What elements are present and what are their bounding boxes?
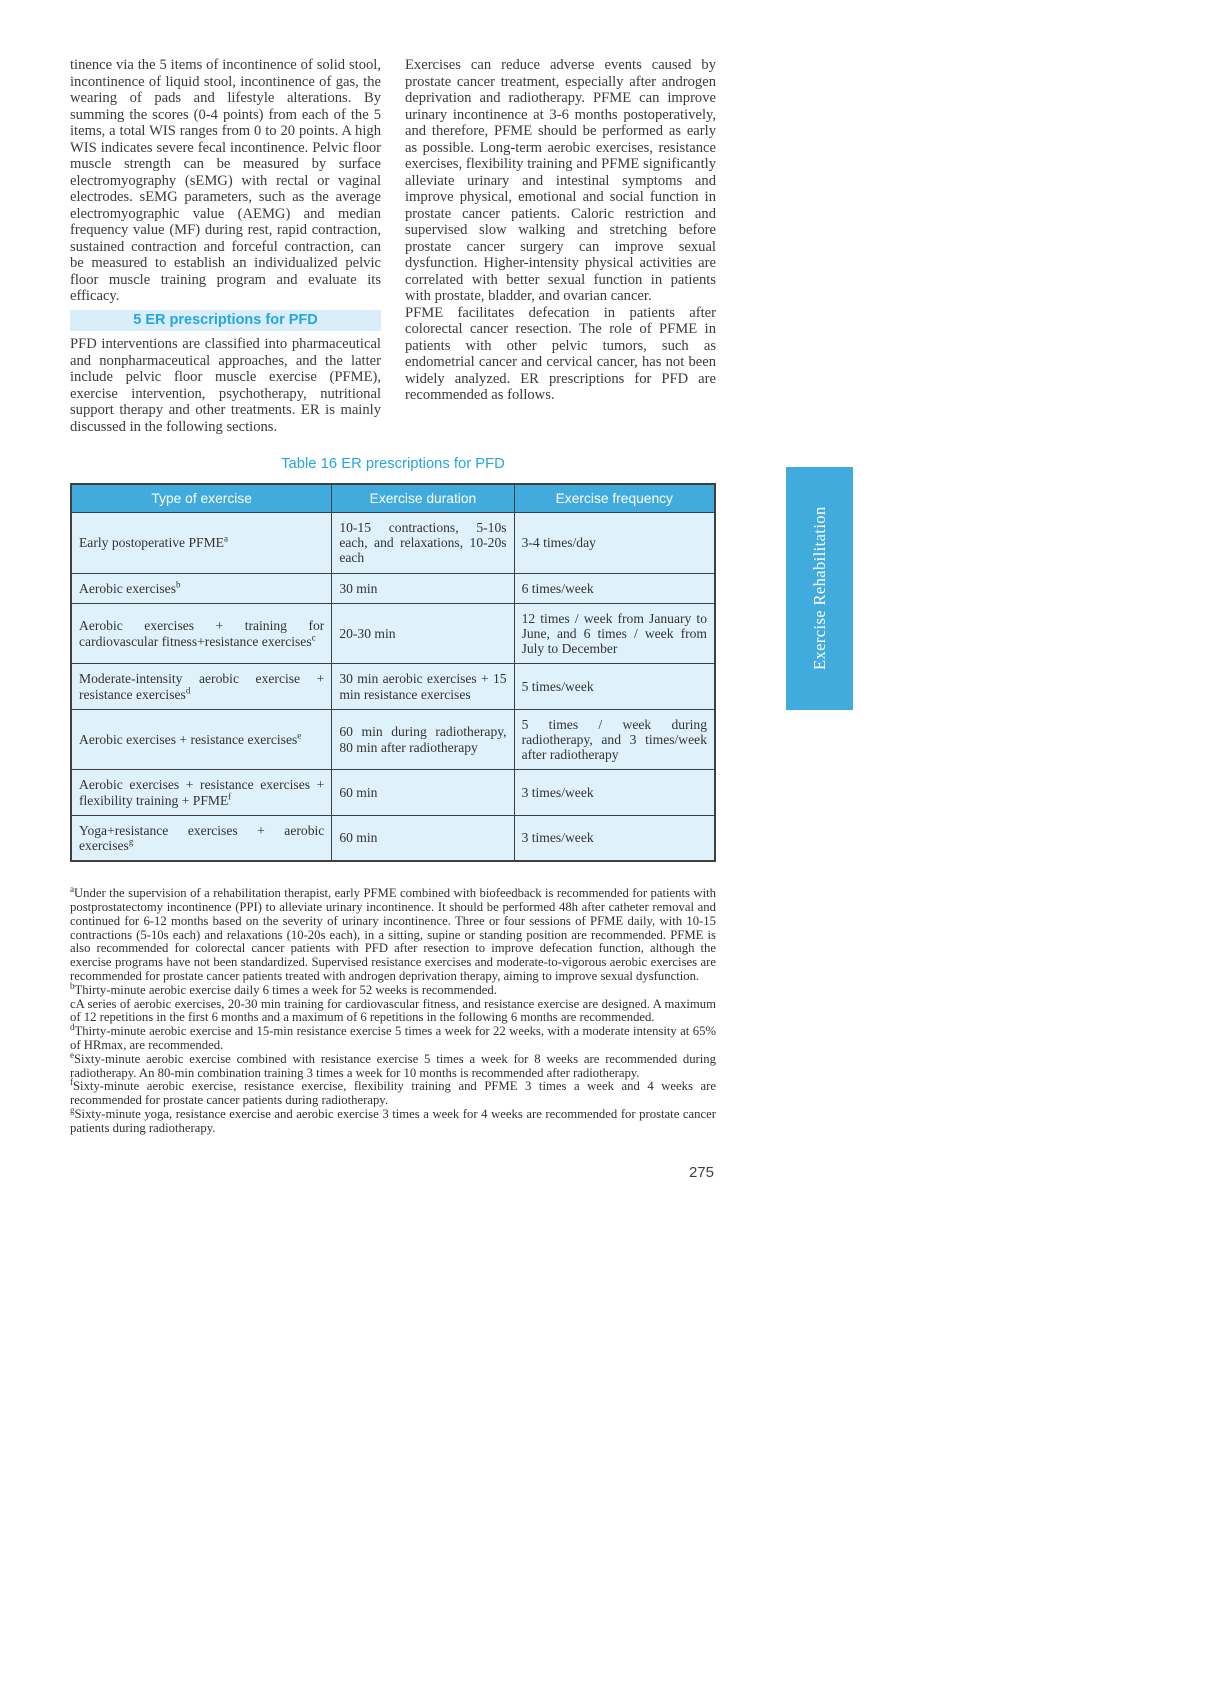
column-header-type: Type of exercise <box>71 484 332 513</box>
cell-exercise-duration: 10-15 contractions, 5-10s each, and relaxations, 10-20s each <box>332 513 514 574</box>
table-row <box>71 709 715 770</box>
page-content <box>70 57 716 1181</box>
table-caption: Table 16 ER prescriptions for PFD <box>281 456 505 472</box>
table-row <box>71 603 715 664</box>
cell-exercise-frequency: 3 times/week <box>514 815 715 861</box>
cell-exercise-frequency: 5 times / week during radiotherapy, and 3 times/week after radiotherapy <box>514 709 715 770</box>
table-header-row <box>71 484 715 513</box>
cell-type-of-exercise: Aerobic exercises + resistance exercises + flexibility training + $PFME^f$ <box>71 770 332 815</box>
footnote-d: $^d$Thirty-minute aerobic exercise and 15-min resistance exercise 5 times a week for 22 weeks, with a moderate intensity at 65% of HRmax, are recommended. <box>70 1021 716 1053</box>
table-row <box>71 770 715 815</box>
cell-exercise-frequency: 3-4 times/day <box>514 513 715 574</box>
cell-type-of-exercise: Moderate-intensity aerobic exercise + resistance exercises$^d$ <box>71 664 332 709</box>
cell-exercise-frequency: 12 times / week from January to June, and 6 times / week from July to December <box>514 603 715 664</box>
table-body <box>71 513 715 862</box>
body-paragraph: PFME facilitates defecation in patients after colorectal cancer resection. The role of PFME in patients with other pelvic tumors, such as endometrial cancer and cervical cancer, has not been widely analyzed. ER prescriptions for PFD are recommended as follows. <box>405 304 716 403</box>
cell-exercise-frequency: 3 times/week <box>514 770 715 815</box>
er-prescriptions-table <box>70 483 716 862</box>
chapter-tab <box>786 467 853 710</box>
body-paragraph: PFD interventions are classified into pharmaceutical and nonpharmaceutical approaches, and the latter include pelvic floor muscle exercise (PFME), exercise intervention, psychotherapy, nutritional support therapy and other treatments. ER is mainly discussed in the following sections. <box>70 336 381 435</box>
table-row <box>71 513 715 574</box>
cell-exercise-duration: 60 min <box>332 770 514 815</box>
cell-exercise-frequency: 6 times/week <box>514 573 715 603</box>
cell-exercise-duration: 20-30 min <box>332 603 514 664</box>
right-column <box>405 57 716 435</box>
footnote-f: $^f$Sixty-minute aerobic exercise, resistance exercise, flexibility training and PFME 3 times a week and 4 weeks are recommended for prostate cancer patients during radiotherapy. <box>70 1077 716 1108</box>
cell-type-of-exercise: Early postoperative PFME$^a$ <box>71 513 332 574</box>
footnotes <box>70 884 716 1135</box>
section-heading: 5 ER prescriptions for PFD <box>70 310 381 332</box>
cell-exercise-duration: 30 min <box>332 573 514 603</box>
footnote-c: cA series of aerobic exercises, 20-30 min training for cardiovascular fitness, and resistance exercise are designed. A maximum of 12 repetitions in the first 6 months and a maximum of 6 repetitions in the following 6 months are recommended. <box>70 996 716 1025</box>
page-number: 275 <box>688 1163 714 1181</box>
table-row <box>71 573 715 603</box>
cell-exercise-duration: 60 min during radiotherapy, 80 min after radiotherapy <box>332 709 514 770</box>
cell-exercise-duration: 30 min aerobic exercises + 15 min resistance exercises <box>332 664 514 709</box>
cell-exercise-frequency: 5 times/week <box>514 664 715 709</box>
footnote-g: $^g$Sixty-minute yoga, resistance exercise and aerobic exercise 3 times a week for 4 weeks are recommended for prostate cancer patients during radiotherapy. <box>70 1104 716 1135</box>
column-header-duration: Exercise duration <box>332 484 514 513</box>
table-row <box>71 815 715 861</box>
body-paragraph: tinence via the 5 items of incontinence of solid stool, incontinence of liquid stool, incontinence of gas, the wearing of pads and lifestyle alterations. By summing the scores (0-4 points) from each of the 5 items, a total WIS ranges from 0 to 20 points. A high WIS indicates severe fecal incontinence. Pelvic floor muscle strength can be measured by surface electromyography (sEMG) with rectal or vaginal electrodes. sEMG parameters, such as the average electromyographic value (AEMG) and median frequency value (MF) during rest, rapid contraction, sustained contraction and forceful contraction, can be measured to establish an individualized pelvic floor muscle training program and evaluate its efficacy. <box>70 57 381 304</box>
cell-type-of-exercise: Aerobic exercises + resistance exercises$^e$ <box>71 709 332 770</box>
cell-type-of-exercise: Aerobic exercises$^b$ <box>71 573 332 603</box>
footnote-a: $^a$Under the supervision of a rehabilitation therapist, early PFME combined with biofeedback is recommended for patients with postprostatectomy incontinence (PPI) to alleviate urinary incontinence. It should be performed 48h after catheter removal and continued for 6-12 months based on the severity of urinary incontinence. Three or four sessions of PFME daily, with 10-15 contractions (5-10s each) and relaxations (10-20s each), in a sitting, supine or standing position are recommended. PFME is also recommended for colorectal cancer patients with PFD after resection to improve defecation function, although the exercise programs have not been standardized. Supervised resistance exercises and moderate-to-vigorous aerobic exercises are recommended for prostate cancer patients treated with androgen deprivation therapy, aiming to improve sexual dysfunction. <box>70 884 716 984</box>
column-header-frequency: Exercise frequency <box>514 484 715 513</box>
two-column-text <box>70 57 716 435</box>
body-paragraph: Exercises can reduce adverse events caused by prostate cancer treatment, especially after androgen deprivation and radiotherapy. PFME can improve urinary incontinence at 3-6 months postoperatively, and therefore, PFME should be performed as early as possible. Long-term aerobic exercises, resistance exercises, flexibility training and PFME significantly alleviate urinary and intestinal symptoms and improve physical, emotional and social function in prostate cancer patients. Caloric restriction and supervised slow walking and stretching before prostate cancer surgery can improve sexual dysfunction. Higher-intensity physical activities are correlated with better sexual function in patients with prostate, bladder, and ovarian cancer. <box>405 57 716 304</box>
cell-type-of-exercise: Yoga+resistance exercises + aerobic exercises$^g$ <box>71 815 332 861</box>
table-row <box>71 664 715 709</box>
footnote-b: $^b$Thirty-minute aerobic exercise daily 6 times a week for 52 weeks is recommended. <box>70 980 497 997</box>
cell-type-of-exercise: Aerobic exercises + training for cardiovascular fitness+resistance exercises$^c$ <box>71 603 332 664</box>
left-column <box>70 57 381 435</box>
cell-exercise-duration: 60 min <box>332 815 514 861</box>
footnote-e: $^e$Sixty-minute aerobic exercise combined with resistance exercise 5 times a week for 8 weeks are recommended during radiotherapy. An 80-min combination training 3 times a week for 10 months is recommended after radiotherapy. <box>70 1049 716 1080</box>
chapter-tab-label: Exercise Rehabilitation <box>810 506 829 671</box>
